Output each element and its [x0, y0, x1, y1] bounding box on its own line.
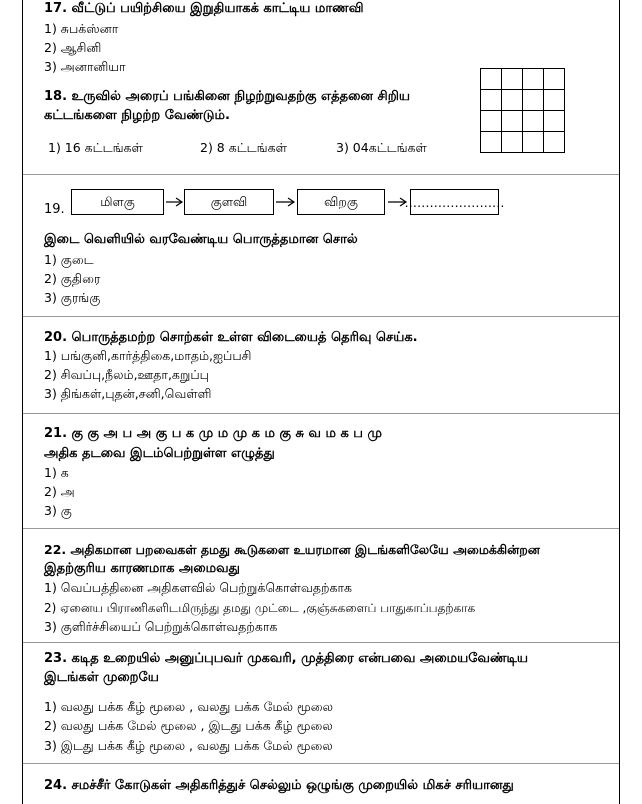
q17-title: 17. வீட்டுப் பயிற்சியை இறுதியாகக் காட்டிய மாணவி: [44, 1, 364, 16]
q18-option-1: 1) 16 கட்டங்கள்: [48, 140, 143, 155]
divider: [23, 642, 619, 643]
q23-title-line1: 23. கடித உறையில் அனுப்புபவர் முகவரி, முத்திரை என்பவை அமையவேண்டிய: [44, 651, 528, 666]
q23-option-1: 1) வலது பக்க கீழ் மூலை , வலது பக்க மேல் மூலை: [44, 699, 333, 714]
q20-option-2: 2) சிவப்பு,நீலம்,ஊதா,கறுப்பு: [44, 367, 209, 382]
q22-title-line2: இதற்குரிய காரணமாக அமைவது: [44, 561, 240, 576]
q21-option-2: 2) அ: [44, 484, 75, 499]
q22-option-2: 2) ஏனைய பிராணிகளிடமிருந்து தமது முட்டை ,குஞ்சுகளைப் பாதுகாப்பதற்காக: [44, 601, 476, 615]
q19-option-2: 2) குதிரை: [44, 271, 101, 286]
page-border-right: [619, 0, 620, 804]
q18-option-2: 2) 8 கட்டங்கள்: [200, 140, 287, 155]
q19-option-1: 1) குடை: [44, 252, 94, 267]
q17-option-3: 3) அனானியா: [44, 59, 126, 74]
q23-option-3: 3) இடது பக்க கீழ் மூலை , வலது பக்க மேல் மூலை: [44, 738, 333, 753]
q19-box-blank: ……………………: [410, 189, 499, 215]
q23-option-2: 2) வலது பக்க மேல் மூலை , இடது பக்க கீழ் மூலை: [44, 718, 333, 733]
q21-option-3: 3) கு: [44, 503, 72, 518]
divider: [23, 528, 619, 529]
q21-title-line2: அதிக தடவை இடம்பெற்றுள்ள எழுத்து: [44, 446, 275, 461]
q19-box-2: குளவி: [184, 189, 274, 215]
divider: [23, 316, 619, 317]
q24-title: 24. சமச்சீர் கோடுகள் அதிகரித்துச் செல்லும் ஒழுங்கு முறையில் மிகச் சரியானது: [44, 778, 514, 793]
q19-option-3: 3) குரங்கு: [44, 290, 101, 305]
q22-option-3: 3) குளிர்ச்சியைப் பெற்றுக்கொள்வதற்காக: [44, 619, 278, 634]
q17-option-2: 2) ஆசினி: [44, 40, 102, 55]
q19-number: 19.: [44, 202, 65, 217]
q20-option-1: 1) பங்குனி,கார்த்திகை,மாதம்,ஐப்பசி: [44, 348, 252, 363]
q18-grid-figure: [480, 68, 565, 153]
q18-option-3: 3) 04கட்டங்கள்: [336, 140, 427, 155]
q20-title: 20. பொருத்தமற்ற சொற்கள் உள்ள விடையைத் தெரிவு செய்க.: [44, 330, 418, 345]
page-border-left: [22, 0, 23, 804]
q18-title-line1: 18. உருவில் அரைப் பங்கினை நிழற்றுவதற்கு எத்தனை சிறிய: [44, 89, 411, 104]
q19-box-1: மிளகு: [71, 189, 164, 215]
q20-option-3: 3) திங்கள்,புதன்,சனி,வெள்ளி: [44, 386, 212, 401]
q22-title-line1: 22. அதிகமான பறவைகள் தமது கூடுகளை உயரமான இடங்களிலேயே அமைக்கின்றன: [44, 542, 540, 557]
q22-option-1: 1) வெப்பத்தினை அதிகளவில் பெற்றுக்கொள்வதற்காக: [44, 580, 353, 595]
q18-title-line2: கட்டங்களை நிழற்ற வேண்டும்.: [44, 108, 230, 123]
q19-box-3: விறகு: [297, 189, 385, 215]
q23-title-line2: இடங்கள் முறையே: [44, 670, 159, 685]
q21-title-line1: 21. கு கு அ ப அ கு ப க மு ம மு க ம கு சு வ ம க ப மு: [44, 426, 382, 441]
divider: [23, 413, 619, 414]
q21-option-1: 1) க: [44, 465, 69, 480]
q19-question: இடை வெளியில் வரவேண்டிய பொருத்தமான சொல்: [44, 232, 358, 247]
arrow-right-icon: [165, 196, 185, 208]
divider: [23, 763, 619, 764]
divider: [23, 174, 619, 175]
arrow-right-icon: [275, 196, 297, 208]
q17-option-1: 1) சுபக்ஸ்னா: [44, 21, 119, 36]
